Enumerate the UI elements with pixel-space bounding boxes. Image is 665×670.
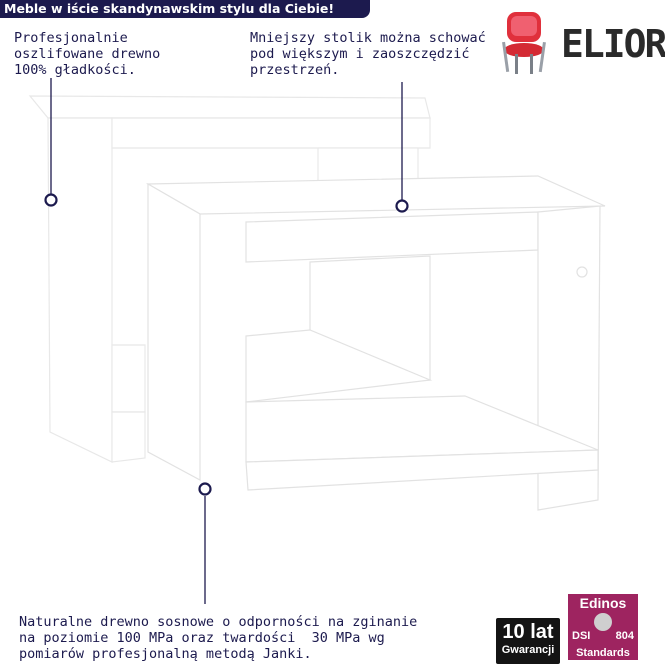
large-table-inner-base <box>112 345 145 412</box>
small-table <box>148 176 605 510</box>
edinos-seal-icon <box>594 613 612 631</box>
warranty-label: Gwarancji <box>501 644 555 656</box>
edinos-name: Edinos <box>579 595 627 611</box>
strength-callout-dot <box>200 484 211 495</box>
warranty-badge <box>496 618 560 664</box>
edinos-badge <box>568 594 638 660</box>
callout-line: 100% gładkości. <box>14 62 136 78</box>
large-table-left-side <box>48 118 112 462</box>
callout-line: Profesjonalnie <box>14 30 128 46</box>
callout-line: pod większym i zaoszczędzić <box>250 46 470 62</box>
headline-text: Meble w iście skandynawskim stylu dla Ciebie! <box>4 1 335 16</box>
small-table-callout <box>250 30 486 78</box>
edinos-number: 804 <box>615 630 634 642</box>
small-table-callout-dot <box>397 201 408 212</box>
small-table-top <box>148 176 605 214</box>
callout-line: pomiarów profesjonalną metodą Janki. <box>19 646 312 662</box>
callout-line: przestrzeń. <box>250 62 340 78</box>
wood-finish-callout <box>14 30 160 78</box>
small-table-left-side <box>148 184 200 480</box>
wood-callout-dot <box>46 195 57 206</box>
wood-knot <box>577 267 587 277</box>
warranty-years: 10 lat <box>502 621 554 643</box>
wood-strength-callout <box>19 614 417 662</box>
callout-line: na poziomie 100 MPa oraz twardości 30 MPa wg <box>19 630 385 646</box>
large-table-top <box>30 96 430 118</box>
edinos-dsi: DSI <box>572 630 591 642</box>
large-table-front-edge <box>112 118 430 148</box>
red-chair-icon <box>502 12 546 74</box>
small-table-apron <box>246 212 538 262</box>
callout-line: Naturalne drewno sosnowe o odporności na zginanie <box>19 614 418 630</box>
brand-logo: ELIOR <box>561 22 665 66</box>
large-table-foot <box>112 412 145 462</box>
callout-line: oszlifowane drewno <box>14 46 161 62</box>
callout-line: Mniejszy stolik można schować <box>250 30 486 46</box>
edinos-standards: Standards <box>576 647 630 659</box>
